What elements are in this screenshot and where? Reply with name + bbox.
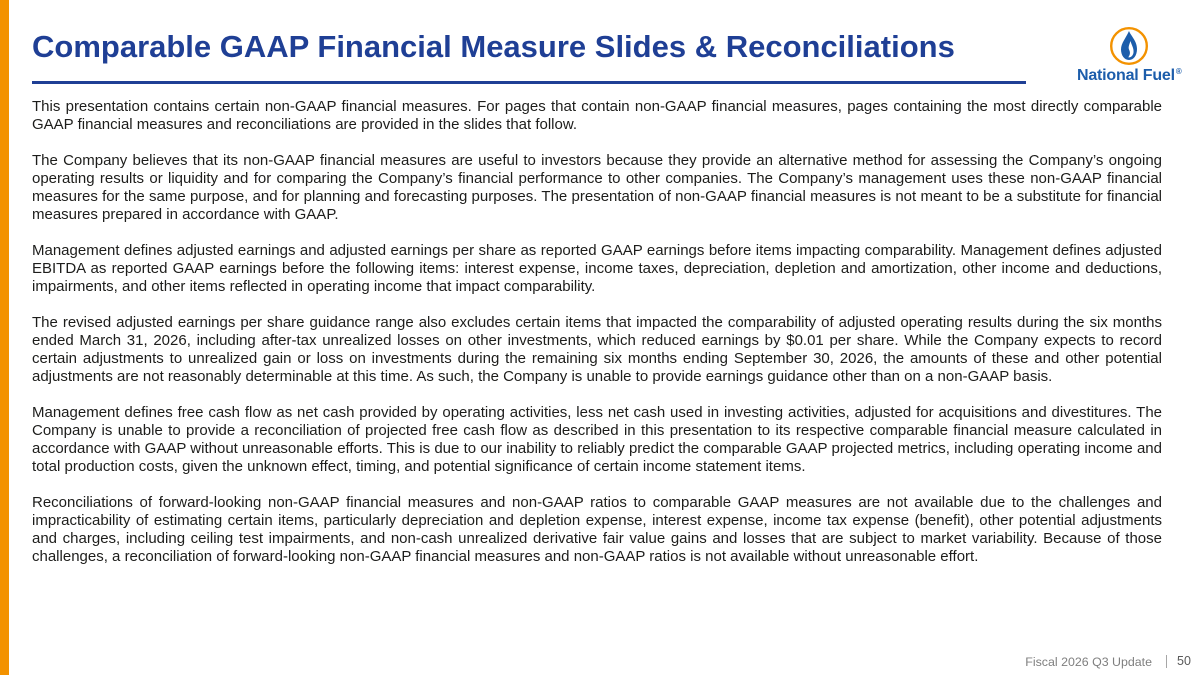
- logo-wordmark: [1077, 67, 1182, 85]
- paragraph-eps-guidance: The revised adjusted earnings per share guidance range also excludes certain items that impacted the comparability of adjusted operating results during the six months ended March 31, 2026, including after-tax unrealized losses on other investments, which reduced earnings by $0.01 per share. While the Company expects to record certain adjustments to unrealized gain or loss on investments during the remaining six months ending September 30, 2026, the amounts of these and other potential adjustments are not reasonably determinable at this time. As such, the Company is unable to provide earnings guidance other than on a non-GAAP basis.: [32, 314, 1162, 385]
- paragraph-free-cash-flow: Management defines free cash flow as net cash provided by operating activities, less net cash used in investing activities, adjusted for acquisitions and divestitures. The Company is unable to provide a reconciliation of projected free cash flow as described in this presentation to its respective comparable financial measure calculated in accordance with GAAP without unreasonable efforts. This is due to our inability to reliably predict the comparable GAAP projected metrics, including operating income and total production costs, given the unknown effect, timing, and potential significance of certain income statement items.: [32, 404, 1162, 475]
- logo-name: National Fuel: [1077, 67, 1175, 84]
- body-text: [32, 98, 1162, 584]
- flame-in-ring-icon: [1109, 26, 1149, 66]
- title-underline: [32, 81, 1026, 84]
- registered-mark: ®: [1175, 67, 1182, 76]
- paragraph-forward-looking-reconciliations: Reconciliations of forward-looking non-GAAP financial measures and non-GAAP ratios to comparable GAAP measures are not available due to the challenges and impracticability of estimating certain items, particularly depreciation and depletion expense, interest expense, income tax expense (benefit), other potential adjustments and charges, including ceiling test impairments, and non-cash unrealized derivative fair value gains and losses that are subject to market variability. Because of those challenges, a reconciliation of forward-looking non-GAAP financial measures and non-GAAP ratios is not available without unreasonable effort.: [32, 494, 1162, 565]
- paragraph-adjusted-earnings-ebitda: Management defines adjusted earnings and adjusted earnings per share as reported GAAP earnings before items impacting comparability. Management defines adjusted EBITDA as reported GAAP earnings before the following items: interest expense, income taxes, depreciation, depletion and amortization, other income and deductions, impairments, and other items reflected in operating income that impact comparability.: [32, 242, 1162, 295]
- footer-label: Fiscal 2026 Q3 Update: [1025, 655, 1152, 669]
- paragraph-non-gaap-intro: This presentation contains certain non-GAAP financial measures. For pages that contain non-GAAP financial measures, pages containing the most directly comparable GAAP financial measures and reconciliations are provided in the slides that follow.: [32, 98, 1162, 133]
- orange-accent-bar: [0, 0, 9, 675]
- footer-separator: [1166, 655, 1167, 668]
- page-number: 50: [1177, 654, 1191, 668]
- slide-title: Comparable GAAP Financial Measure Slides & Reconciliations: [32, 29, 955, 64]
- paragraph-usefulness: The Company believes that its non-GAAP financial measures are useful to investors because they provide an alternative method for assessing the Company’s ongoing operating results or liquidity and for comparing the Company’s financial performance to other companies. The Company’s management uses these non-GAAP financial measures for the same purpose, and for planning and forecasting purposes. The presentation of non-GAAP financial measures is not meant to be a substitute for financial measures prepared in accordance with GAAP.: [32, 152, 1162, 223]
